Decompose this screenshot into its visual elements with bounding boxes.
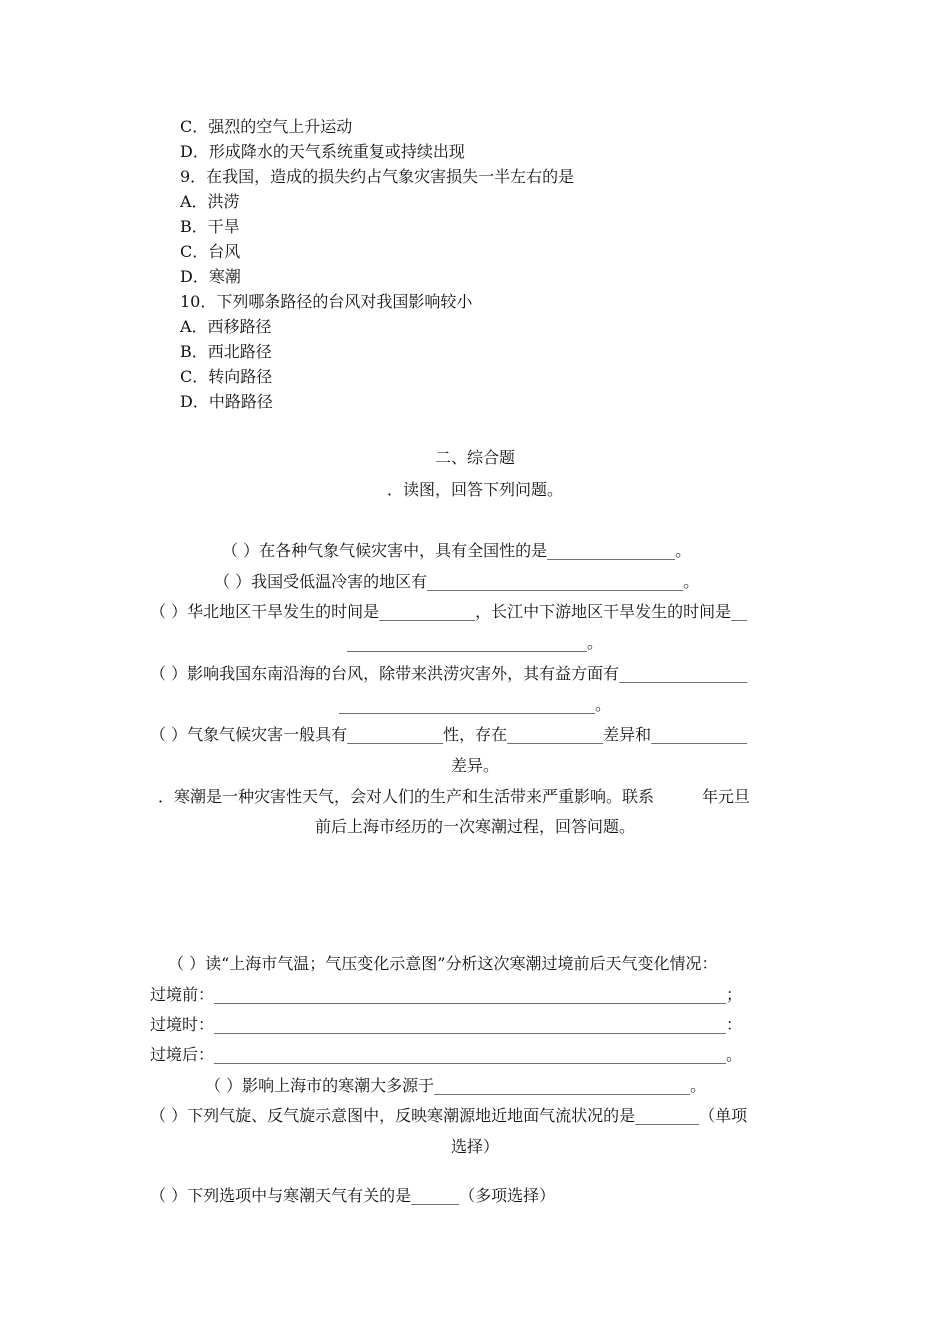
q1-sub5-line1: （ ）气象气候灾害一般具有____________性，存在____________差异和____________	[150, 725, 748, 744]
q9-option-c: C．台风	[180, 242, 241, 261]
q1-sub4-line1: （ ）影响我国东南沿海的台风，除带来洪涝灾害外，其有益方面有________________	[150, 664, 748, 683]
q8-option-c: C．强烈的空气上升运动	[180, 117, 353, 136]
q10-option-b: B．西北路径	[180, 342, 272, 361]
q10-option-c: C．转向路径	[180, 367, 273, 386]
q1-sub4-line2: ________________________________。	[338, 695, 611, 714]
q2-sub1: （ ）读“上海市气温；气压变化示意图”分析这次寒潮过境前后天气变化情况：	[168, 954, 718, 973]
q8-option-d: D．形成降水的天气系统重复或持续出现	[180, 142, 465, 161]
q9-option-a: A．洪涝	[180, 192, 240, 211]
q2-sub3-line2: 选择）	[450, 1137, 499, 1156]
q9-option-d: D．寒潮	[180, 267, 241, 286]
q1-sub3-line2: ______________________________。	[346, 633, 603, 652]
question-1-intro: ．读图，回答下列问题。	[386, 480, 563, 499]
q1-sub5-line2: 差异。	[450, 756, 499, 775]
section-heading: 二、综合题	[434, 448, 515, 467]
q1-sub3-line1: （ ）华北地区干旱发生的时间是____________，长江中下游地区干旱发生的时间是__	[150, 602, 748, 621]
question-2-intro-line1: ．寒潮是一种灾害性天气，会对人们的生产和生活带来严重影响。联系 年元旦	[158, 787, 751, 806]
q2-before-line: 过境前：________________________________________________________________；	[150, 985, 743, 1004]
q2-sub2: （ ）影响上海市的寒潮大多源于________________________________。	[205, 1076, 707, 1095]
q1-sub1: （ ）在各种气象气候灾害中，具有全国性的是________________。	[222, 541, 692, 560]
q10-stem: 10．下列哪条路径的台风对我国影响较小	[180, 292, 473, 311]
q2-sub3-line1: （ ）下列气旋、反气旋示意图中，反映寒潮源地近地面气流状况的是________（单项	[150, 1106, 748, 1125]
q10-option-d: D．中路路径	[180, 392, 273, 411]
q9-option-b: B．干旱	[180, 217, 240, 236]
q2-sub4: （ ）下列选项中与寒潮天气有关的是______（多项选择）	[150, 1186, 556, 1205]
q2-after-line: 过境后：________________________________________________________________。	[150, 1045, 743, 1064]
q9-stem: 9．在我国，造成的损失约占气象灾害损失一半左右的是	[180, 167, 575, 186]
q10-option-a: A．西移路径	[180, 317, 272, 336]
question-2-intro-line2: 前后上海市经历的一次寒潮过程，回答问题。	[314, 817, 635, 836]
q2-during-line: 过境时：________________________________________________________________：	[150, 1015, 743, 1034]
q1-sub2: （ ）我国受低温冷害的地区有________________________________。	[214, 572, 700, 591]
